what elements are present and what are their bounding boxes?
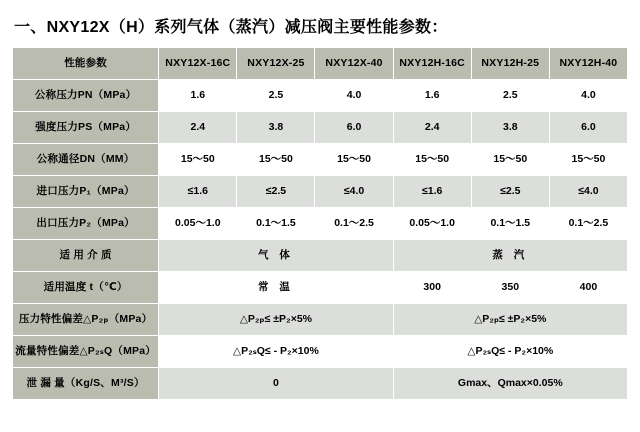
table-cell: 15～50 [471, 144, 549, 176]
row-label: 公称压力PN（MPa） [13, 80, 159, 112]
table-header-row [13, 48, 628, 80]
table-cell: 15～50 [159, 144, 237, 176]
table-cell: 气 体 [159, 240, 393, 272]
table-row [13, 144, 628, 176]
row-label: 泄 漏 量（Kg/S、M³/S） [13, 368, 159, 400]
row-label: 进口压力P₁（MPa） [13, 176, 159, 208]
table-cell: 0.1～2.5 [549, 208, 627, 240]
table-cell: 15～50 [393, 144, 471, 176]
row-label: 适 用 介 质 [13, 240, 159, 272]
row-label: 压力特性偏差△P₂ₚ（MPa） [13, 304, 159, 336]
row-label: 强度压力PS（MPa） [13, 112, 159, 144]
table-cell: 3.8 [237, 112, 315, 144]
table-row [13, 176, 628, 208]
table-row [13, 80, 628, 112]
table-cell: 6.0 [549, 112, 627, 144]
spec-table [12, 47, 628, 400]
table-cell: ≤1.6 [159, 176, 237, 208]
table-cell: 0.05～1.0 [393, 208, 471, 240]
table-cell: ≤4.0 [315, 176, 393, 208]
table-cell: 1.6 [159, 80, 237, 112]
table-cell: 4.0 [315, 80, 393, 112]
table-cell: △P₂ₚ≤ ±P₂×5% [393, 304, 627, 336]
header-cell-model: NXY12X-25 [237, 48, 315, 80]
table-cell: Gmax、Qmax×0.05% [393, 368, 627, 400]
table-cell: △P₂ₛQ≤ - P₂×10% [159, 336, 393, 368]
row-label: 公称通径DN（MM） [13, 144, 159, 176]
row-label: 适用温度 t（℃） [13, 272, 159, 304]
table-cell: 2.5 [471, 80, 549, 112]
table-cell: 2.4 [159, 112, 237, 144]
table-row [13, 112, 628, 144]
table-cell: 15～50 [549, 144, 627, 176]
table-cell: △P₂ₚ≤ ±P₂×5% [159, 304, 393, 336]
table-cell: 350 [471, 272, 549, 304]
row-label: 出口压力P₂（MPa） [13, 208, 159, 240]
table-row [13, 240, 628, 272]
table-body [13, 48, 628, 400]
table-cell: 4.0 [549, 80, 627, 112]
table-cell: △P₂ₛQ≤ - P₂×10% [393, 336, 627, 368]
table-cell: 0 [159, 368, 393, 400]
header-cell-model: NXY12H-25 [471, 48, 549, 80]
table-row [13, 272, 628, 304]
header-cell-model: NXY12H-40 [549, 48, 627, 80]
page-title: 一、NXY12X（H）系列气体（蒸汽）减压阀主要性能参数： [14, 19, 448, 36]
header-cell-model: NXY12X-40 [315, 48, 393, 80]
table-cell: 15～50 [315, 144, 393, 176]
table-cell: 0.1～1.5 [237, 208, 315, 240]
table-row [13, 368, 628, 400]
table-cell: 0.1～1.5 [471, 208, 549, 240]
table-row [13, 208, 628, 240]
table-cell: 1.6 [393, 80, 471, 112]
table-cell: 2.5 [237, 80, 315, 112]
table-row [13, 304, 628, 336]
table-cell: 15～50 [237, 144, 315, 176]
table-row [13, 336, 628, 368]
table-cell: ≤1.6 [393, 176, 471, 208]
row-label: 流量特性偏差△P₂ₛQ（MPa） [13, 336, 159, 368]
table-cell: ≤2.5 [471, 176, 549, 208]
table-cell: 2.4 [393, 112, 471, 144]
table-cell: 400 [549, 272, 627, 304]
table-cell: ≤2.5 [237, 176, 315, 208]
table-cell: 300 [393, 272, 471, 304]
table-cell: 常 温 [159, 272, 393, 304]
header-cell-parameter: 性能参数 [13, 48, 159, 80]
table-cell: 0.1～2.5 [315, 208, 393, 240]
table-cell: 6.0 [315, 112, 393, 144]
table-cell: 3.8 [471, 112, 549, 144]
table-cell: 0.05～1.0 [159, 208, 237, 240]
header-cell-model: NXY12X-16C [159, 48, 237, 80]
table-cell: ≤4.0 [549, 176, 627, 208]
table-cell: 蒸 汽 [393, 240, 627, 272]
header-cell-model: NXY12H-16C [393, 48, 471, 80]
